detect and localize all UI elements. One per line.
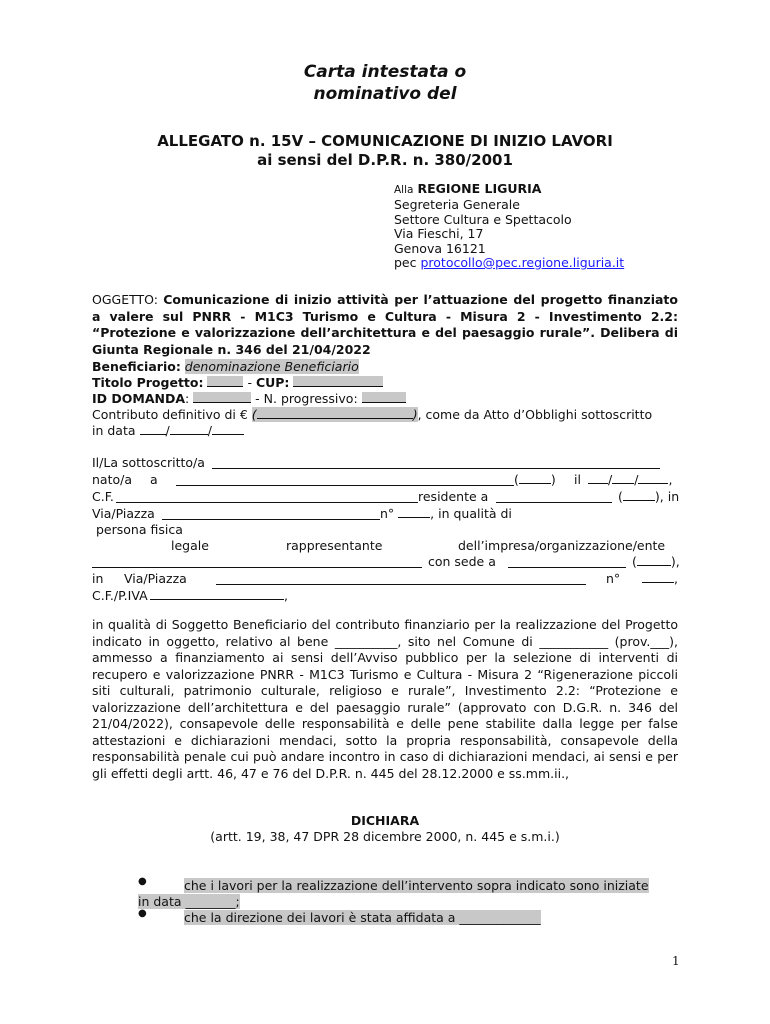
year-field[interactable] bbox=[212, 424, 244, 435]
via2-label: Via/Piazza bbox=[124, 571, 187, 586]
beneficiario-row bbox=[92, 359, 359, 376]
residence-line[interactable] bbox=[496, 502, 612, 503]
persona-fisica-label: persona fisica bbox=[96, 522, 183, 537]
recipient-line: Segreteria Generale bbox=[394, 197, 520, 212]
pec-label: pec bbox=[394, 255, 417, 270]
birth-day-field[interactable] bbox=[588, 473, 608, 484]
beneficiario-label: Beneficiario: bbox=[92, 359, 181, 374]
letterhead-line-1: Carta intestata o bbox=[303, 62, 467, 82]
cf-label: C.F. bbox=[92, 489, 114, 504]
body-paragraph: in qualità di Soggetto Beneficiario del contributo finanziario per la realizzazione del Progetto indicato in oggetto, relativo al bene __________, sito nel Comune di ___________ (prov.___), ammesso a finanziamento ai sensi dell’Avviso pubblico per la selezione di interventi di recupero e valorizzazione PNRR - M1C3 Turismo e Cultura - Misura 2 “Rigenerazione piccoli siti culturali, patrimonio culturale, religioso e rurale”, Investimento 2.2: “Protezione e valorizzazione dell’architettura e del paesaggio rurale” (approvato con D.G.R. n. 346 del 21/04/2022), consapevole delle responsabilità e delle pene stabilite dalla legge per false attestazioni e dichiarazioni mendaci, sotto la propria responsabilità, consapevole della responsabilità penale cui può andare incontro in caso di dichiarazioni mendaci, ai sensi e per gli effetti degli artt. 46, 47 e 76 del D.P.R. n. 445 del 28.12.2000 e ss.mm.ii., bbox=[92, 617, 678, 781]
rappresentante-label: rappresentante bbox=[286, 538, 383, 553]
il-label: il bbox=[574, 472, 581, 487]
con-sede-label: con sede a bbox=[428, 554, 496, 569]
cup-field[interactable] bbox=[293, 376, 383, 387]
qualita-label: , in qualità di bbox=[430, 506, 512, 521]
page-number: 1 bbox=[672, 954, 680, 968]
sottoscritto-label: Il/La sottoscritto/a bbox=[92, 455, 205, 470]
bullet-1-line-2: in data ________; bbox=[138, 894, 240, 909]
titolo-label: Titolo Progetto: bbox=[92, 375, 204, 390]
recipient-block bbox=[394, 181, 624, 271]
n-label: n° bbox=[380, 506, 395, 521]
cf-line[interactable] bbox=[116, 502, 418, 503]
titolo-field[interactable] bbox=[207, 376, 243, 387]
cfpiva-field[interactable] bbox=[150, 589, 284, 600]
house-number-field[interactable] bbox=[398, 507, 430, 518]
oggetto-paragraph bbox=[92, 292, 678, 358]
in-label: in bbox=[667, 489, 680, 504]
nato-label: nato/a bbox=[92, 472, 133, 487]
n2-label: n° bbox=[606, 571, 621, 586]
birthplace-line[interactable] bbox=[176, 485, 514, 486]
document-subtitle: ai sensi del D.P.R. n. 380/2001 bbox=[257, 151, 513, 169]
day-field[interactable] bbox=[140, 424, 166, 435]
birth-month-field[interactable] bbox=[612, 473, 634, 484]
document-title: ALLEGATO n. 15V – COMUNICAZIONE DI INIZIO LAVORI bbox=[157, 132, 613, 150]
progressivo-label: N. progressivo: bbox=[263, 391, 358, 406]
recipient-prefix: Alla bbox=[394, 184, 414, 196]
bullet-2: che la direzione dei lavori è stata affidata a _____________ bbox=[184, 910, 541, 925]
contributo-label: Contributo definitivo di € bbox=[92, 407, 248, 422]
id-field[interactable] bbox=[193, 392, 251, 403]
legale-label: legale bbox=[171, 538, 209, 553]
recipient-name: REGIONE LIGURIA bbox=[417, 181, 542, 196]
nato-a-label: a bbox=[150, 472, 158, 487]
residente-label: residente a bbox=[418, 489, 489, 504]
via-label: Via/Piazza bbox=[92, 506, 155, 521]
sede-prov-field[interactable] bbox=[637, 555, 671, 566]
impresa-label: dell’impresa/organizzazione/ente bbox=[458, 538, 666, 553]
in-data-label: in data bbox=[92, 423, 136, 438]
titolo-row: Titolo Progetto: - CUP: bbox=[92, 375, 383, 392]
cfpiva-label: C.F./P.IVA bbox=[92, 588, 148, 603]
sede-via-line[interactable] bbox=[216, 584, 586, 585]
bullet-1-line-1: che i lavori per la realizzazione dell’intervento sopra indicato sono iniziate bbox=[184, 878, 649, 893]
bullet-icon: ● bbox=[138, 876, 147, 887]
id-row: ID DOMANDA: - N. progressivo: bbox=[92, 391, 406, 408]
sede-line[interactable] bbox=[508, 567, 626, 568]
recipient-line: Genova 16121 bbox=[394, 240, 486, 256]
bullet-icon: ● bbox=[138, 908, 147, 919]
birth-year-field[interactable] bbox=[638, 473, 668, 484]
in-data-row: in data / / bbox=[92, 423, 244, 440]
letterhead-line-2: nominativo del bbox=[313, 84, 457, 104]
dichiara-subtitle: (artt. 19, 38, 47 DPR 28 dicembre 2000, n. 445 e s.m.i.) bbox=[210, 829, 560, 844]
residence-prov-field[interactable] bbox=[623, 490, 655, 501]
oggetto-text: Comunicazione di inizio attività per l’attuazione del progetto finanziato a valere sul PNRR - M1C3 Turismo e Cultura - Misura 2 - Investimento 2.2: “Protezione e valorizzazione dell’architettura e del paesaggio rurale”. Delibera di Giunta Regionale n. 346 del 21/04/2022 bbox=[92, 292, 678, 357]
contributo-after: , come da Atto d’Obblighi sottoscritto bbox=[417, 407, 653, 422]
birth-prov-field[interactable] bbox=[519, 473, 551, 484]
beneficiario-value[interactable]: denominazione Beneficiario bbox=[184, 359, 359, 374]
month-field[interactable] bbox=[170, 424, 208, 435]
impresa-line[interactable] bbox=[92, 567, 422, 568]
dichiara-title: DICHIARA bbox=[350, 813, 420, 828]
via-line[interactable] bbox=[162, 519, 380, 520]
contributo-field[interactable] bbox=[257, 408, 413, 419]
pec-link[interactable]: protocollo@pec.regione.liguria.it bbox=[420, 255, 625, 270]
recipient-line: Via Fieschi, 17 bbox=[394, 226, 484, 241]
oggetto-label: OGGETTO: bbox=[92, 292, 158, 307]
in2-label: in bbox=[92, 571, 104, 586]
sottoscritto-line[interactable] bbox=[212, 468, 660, 469]
contributo-row: Contributo definitivo di € ( ), come da Atto d’Obblighi sottoscritto bbox=[92, 407, 653, 422]
cup-label: CUP: bbox=[255, 375, 290, 390]
id-label: ID DOMANDA bbox=[92, 391, 186, 406]
progressivo-field[interactable] bbox=[362, 392, 406, 403]
recipient-line: Settore Cultura e Spettacolo bbox=[394, 211, 572, 227]
sede-number-field[interactable] bbox=[642, 572, 674, 583]
